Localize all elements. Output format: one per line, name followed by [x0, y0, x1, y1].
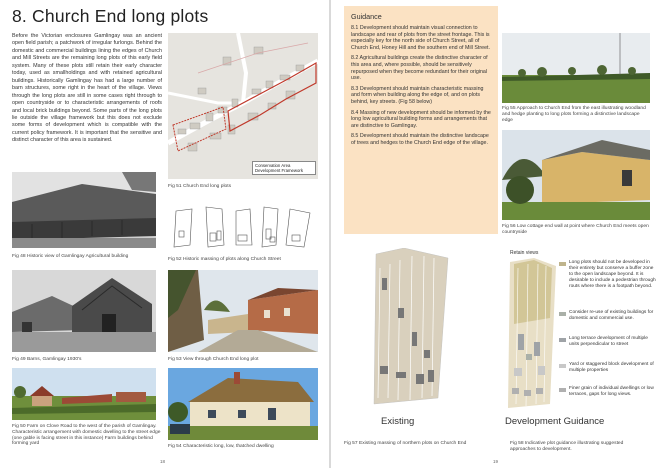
- right-page: [331, 0, 660, 468]
- barns-1930s-photo: [12, 270, 156, 352]
- fig56-caption: Fig 56 Low cottage end wall at point where Church End meets open countryside: [502, 224, 649, 235]
- fig51-caption: Fig 51 Church End long plots: [168, 184, 232, 189]
- existing-massing-plan: [368, 248, 458, 410]
- legend-item: Yard or staggered block development of multiple properties: [569, 362, 654, 373]
- guidance-paragraph: 8.2 Agricultural buildings create the distinctive character of this area and, where possible, should be sensitively repurposed when they become redundant for their original use.: [351, 55, 488, 82]
- existing-label: Existing: [381, 416, 415, 427]
- legend-swatch: [559, 262, 566, 266]
- guidance-paragraph: 8.3 Development should maintain characteristic massing and form when building along the edge of, and on plots behind, key streets. (Fig 58 below): [351, 85, 484, 105]
- intro-text: Before the Victorian enclosures Gamlingay was an ancient open field parish; a patchwork of irregular furlongs. Behind the domestic and commercial buildings lining the edges of Church and Mill Streets are the remaining long plots of this early field system. Many of these plots still retain their early character today, used as smallholdings and with retained agricultural buildings. Historically Gamlingay has had a large number of barn structures, some right in the heart of the village. Views through the long plots are still in some cases right through to open countryside or to characteristic arrangements of roofs and local brick buildings beyond. Some parts of the long plots lie outside the village framework but this does not exclude some forms of development which is compatible with the current policy framework. It is important that the sensitive and distinct character of this area is sustained.: [12, 33, 162, 144]
- church-end-map: [168, 33, 318, 179]
- plot-massing-sketch: [170, 201, 318, 253]
- development-guidance-label: Development Guidance: [505, 416, 605, 427]
- map-legend: [252, 161, 316, 175]
- fig55-caption: Fig 55 Approach to Church End from the east illustrating woodland and hedge planting to long plots forming a distinctive landscape edge: [502, 106, 646, 123]
- guidance-paragraph: 8.1 Development should maintain visual connection to landscape and rear of plots from the street frontage. This is especially key for the north side of Church Street, all of Church End, Honey Hill and the southern end of Mill Street.: [351, 25, 490, 51]
- clove-road-farm-photo: [12, 368, 156, 420]
- legend-swatch: [559, 312, 566, 316]
- fig48-caption: Fig 48 Historic view of Gamlingay Agricultural building: [12, 254, 129, 259]
- thatched-dwelling-photo: [168, 368, 318, 440]
- guidance-heading: Guidance: [351, 12, 382, 21]
- fig49-caption: Fig 49 Barns, Gamlingay 1930's: [12, 357, 82, 362]
- cottage-end-wall-photo: [502, 130, 650, 220]
- development-guidance-plan: [504, 258, 558, 410]
- legend-item: Long plots should not be developed in their entirety but conserve a buffer zone to the open landscape beyond. It is desirable to include a pedestrian through routs where there is a footpath beyond.: [569, 260, 656, 289]
- approach-church-end-photo: [502, 33, 650, 103]
- fig54-caption: Fig 54 Characteristic long, low, thatched dwelling: [168, 444, 274, 449]
- fig58-caption: Fig 58 Indicative plot guidance illustrating suggested approaches to development.: [510, 441, 624, 452]
- guidance-paragraph: 8.4 Massing of new development should be informed by the long low agricultural building forms and arrangements that are distinctive to Gamlingay.: [351, 109, 491, 129]
- fig52-caption: Fig 52 Historic massing of plots along Church Street: [168, 257, 281, 262]
- right-page-number: 19: [493, 459, 499, 464]
- guidance-box: [344, 6, 498, 234]
- retain-views-label: Retain views: [510, 250, 539, 256]
- legend-item: Consider re-use of existing buildings for domestic and commercial use.: [569, 310, 654, 321]
- fig50-caption: Fig 50 Farm on Clove Road to the west of the parish of Gamlingay. Characteristic arrangement with domestic dwelling to the street edge (one gable is facing street in this instance) Farm buildings behind forming yard: [12, 424, 161, 447]
- guidance-paragraph: 8.5 Development should maintain the distinctive landscape of trees and hedges to the Church End edge of the village.: [351, 133, 489, 146]
- legend-item: Finer grain of individual dwellings or low terraces, gaps for long views.: [569, 386, 654, 397]
- fig57-caption: Fig 57 Existing massing of northern plots on Church End: [344, 441, 467, 446]
- historic-agricultural-building-photo: [12, 172, 156, 248]
- legend-swatch: [559, 338, 566, 342]
- legend-swatch: [559, 364, 566, 368]
- legend-swatch: [559, 388, 566, 392]
- left-page-number: 18: [160, 459, 166, 464]
- page-title: 8. Church End long plots: [12, 6, 209, 26]
- legend-framework: Development Framework: [255, 168, 303, 174]
- left-page: [0, 0, 329, 468]
- legend-item: Long terrace development of multiple units perpendicular to street: [569, 336, 648, 347]
- legend-conservation: Conservation Area: [255, 163, 291, 168]
- long-plot-view-photo: [168, 270, 318, 352]
- fig53-caption: Fig 53 View through Church End long plot: [168, 357, 259, 362]
